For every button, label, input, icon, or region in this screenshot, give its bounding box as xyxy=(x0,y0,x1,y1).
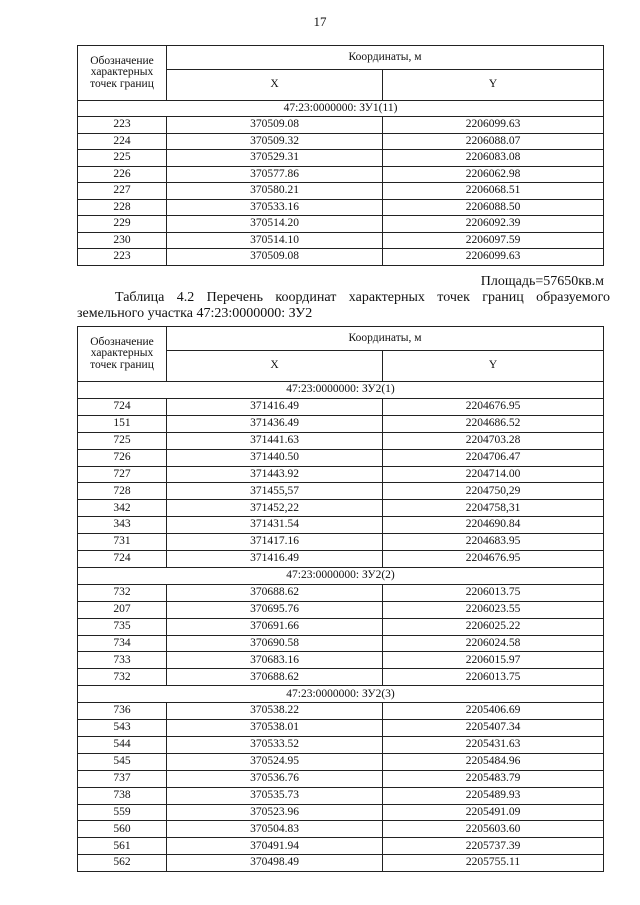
table-row xyxy=(78,117,604,134)
coordinate-y: 2205431.63 xyxy=(383,737,604,754)
coordinate-x: 371452,22 xyxy=(167,500,383,517)
coordinate-y: 2206013.75 xyxy=(383,584,604,601)
coordinate-x: 370538.22 xyxy=(167,703,383,720)
coordinate-y: 2206062.98 xyxy=(383,166,604,183)
coordinate-x: 371455,57 xyxy=(167,483,383,500)
coordinate-y: 2206099.63 xyxy=(383,117,604,134)
point-number: 733 xyxy=(78,652,167,669)
table-row xyxy=(78,804,604,821)
table-row xyxy=(78,500,604,517)
table-row xyxy=(78,166,604,183)
coordinate-x: 371441.63 xyxy=(167,432,383,449)
coordinates-table-zu2 xyxy=(77,326,604,872)
header-point-label: Обозначение характерных точек границ xyxy=(78,327,167,382)
point-number: 736 xyxy=(78,703,167,720)
point-number: 544 xyxy=(78,737,167,754)
coordinate-y: 2205483.79 xyxy=(383,770,604,787)
point-number: 561 xyxy=(78,838,167,855)
point-number: 229 xyxy=(78,216,167,233)
coordinate-x: 370688.62 xyxy=(167,584,383,601)
coordinate-y: 2206088.50 xyxy=(383,199,604,216)
coordinates-table-zu1 xyxy=(77,45,604,266)
coordinate-y: 2204676.95 xyxy=(383,399,604,416)
table-row xyxy=(78,703,604,720)
coordinate-x: 370504.83 xyxy=(167,821,383,838)
coordinate-x: 370690.58 xyxy=(167,635,383,652)
coordinate-y: 2205406.69 xyxy=(383,703,604,720)
table-row xyxy=(78,133,604,150)
table-row xyxy=(78,855,604,872)
table-row xyxy=(78,517,604,534)
header-row xyxy=(78,327,604,351)
coordinate-x: 370577.86 xyxy=(167,166,383,183)
point-number: 724 xyxy=(78,399,167,416)
section-row xyxy=(78,382,604,399)
coordinate-x: 370533.52 xyxy=(167,737,383,754)
coordinate-y: 2206088.07 xyxy=(383,133,604,150)
coordinate-y: 2205489.93 xyxy=(383,787,604,804)
table-row xyxy=(78,838,604,855)
table-row xyxy=(78,249,604,266)
coordinate-y: 2205484.96 xyxy=(383,753,604,770)
point-number: 545 xyxy=(78,753,167,770)
table-row xyxy=(78,787,604,804)
table-row xyxy=(78,584,604,601)
coordinate-x: 370514.10 xyxy=(167,232,383,249)
table-row xyxy=(78,821,604,838)
coordinate-y: 2206092.39 xyxy=(383,216,604,233)
point-number: 726 xyxy=(78,449,167,466)
section-row xyxy=(78,567,604,584)
header-y: Y xyxy=(383,351,604,382)
point-number: 226 xyxy=(78,166,167,183)
coordinate-x: 371417.16 xyxy=(167,534,383,551)
section-title: 47:23:0000000: ЗУ2(1) xyxy=(78,382,604,399)
coordinate-x: 370538.01 xyxy=(167,720,383,737)
header-point-label: Обозначение характерных точек границ xyxy=(78,46,167,101)
coordinate-x: 370533.16 xyxy=(167,199,383,216)
table-row xyxy=(78,483,604,500)
coordinate-y: 2204686.52 xyxy=(383,415,604,432)
point-number: 735 xyxy=(78,618,167,635)
table-row xyxy=(78,669,604,686)
coordinate-y: 2206015.97 xyxy=(383,652,604,669)
coordinate-x: 370498.49 xyxy=(167,855,383,872)
coordinate-x: 370688.62 xyxy=(167,669,383,686)
coordinate-y: 2206013.75 xyxy=(383,669,604,686)
point-number: 227 xyxy=(78,183,167,200)
table-row xyxy=(78,753,604,770)
coordinate-y: 2205603.60 xyxy=(383,821,604,838)
coordinate-x: 371440.50 xyxy=(167,449,383,466)
point-number: 738 xyxy=(78,787,167,804)
coordinate-x: 370695.76 xyxy=(167,601,383,618)
section-title: 47:23:0000000: ЗУ2(2) xyxy=(78,567,604,584)
area-total: Площадь=57650кв.м xyxy=(480,274,604,289)
point-number: 725 xyxy=(78,432,167,449)
point-number: 223 xyxy=(78,249,167,266)
coordinate-y: 2206097.59 xyxy=(383,232,604,249)
coordinate-x: 370523.96 xyxy=(167,804,383,821)
point-number: 543 xyxy=(78,720,167,737)
point-number: 737 xyxy=(78,770,167,787)
table-row xyxy=(78,399,604,416)
coordinate-y: 2204750,29 xyxy=(383,483,604,500)
coordinate-x: 370535.73 xyxy=(167,787,383,804)
point-number: 732 xyxy=(78,584,167,601)
point-number: 724 xyxy=(78,551,167,568)
table-row xyxy=(78,618,604,635)
point-number: 734 xyxy=(78,635,167,652)
table-row xyxy=(78,432,604,449)
coordinate-x: 370691.66 xyxy=(167,618,383,635)
point-number: 560 xyxy=(78,821,167,838)
point-number: 343 xyxy=(78,517,167,534)
table-row xyxy=(78,601,604,618)
table-row xyxy=(78,449,604,466)
point-number: 207 xyxy=(78,601,167,618)
table-row xyxy=(78,199,604,216)
header-coordinates: Координаты, м xyxy=(167,327,604,351)
coordinate-x: 370509.32 xyxy=(167,133,383,150)
table-row xyxy=(78,150,604,167)
point-number: 151 xyxy=(78,415,167,432)
table-row xyxy=(78,216,604,233)
coordinate-y: 2206083.08 xyxy=(383,150,604,167)
coordinate-y: 2206023.55 xyxy=(383,601,604,618)
coordinate-x: 370491.94 xyxy=(167,838,383,855)
coordinate-y: 2206025.22 xyxy=(383,618,604,635)
point-number: 732 xyxy=(78,669,167,686)
coordinate-x: 370514.20 xyxy=(167,216,383,233)
table-row xyxy=(78,635,604,652)
coordinate-y: 2204758,31 xyxy=(383,500,604,517)
coordinate-x: 371416.49 xyxy=(167,399,383,416)
coordinate-y: 2204690.84 xyxy=(383,517,604,534)
coordinate-y: 2206024.58 xyxy=(383,635,604,652)
table-row xyxy=(78,534,604,551)
coordinate-x: 370683.16 xyxy=(167,652,383,669)
point-number: 225 xyxy=(78,150,167,167)
table-row xyxy=(78,466,604,483)
table-body-zu1 xyxy=(78,46,604,266)
coordinate-y: 2204703.28 xyxy=(383,432,604,449)
point-number: 562 xyxy=(78,855,167,872)
table-row xyxy=(78,737,604,754)
coordinate-y: 2205755.11 xyxy=(383,855,604,872)
coordinate-y: 2205491.09 xyxy=(383,804,604,821)
table-row xyxy=(78,652,604,669)
table-row xyxy=(78,720,604,737)
section-row xyxy=(78,686,604,703)
coordinate-y: 2205737.39 xyxy=(383,838,604,855)
coordinate-x: 371416.49 xyxy=(167,551,383,568)
header-y: Y xyxy=(383,70,604,101)
coordinate-y: 2206068.51 xyxy=(383,183,604,200)
coordinate-y: 2204706.47 xyxy=(383,449,604,466)
table-body-zu2 xyxy=(78,327,604,872)
coordinate-y: 2206099.63 xyxy=(383,249,604,266)
coordinate-x: 370580.21 xyxy=(167,183,383,200)
section-row xyxy=(78,101,604,117)
coordinate-x: 370509.08 xyxy=(167,249,383,266)
coordinate-x: 370509.08 xyxy=(167,117,383,134)
coordinate-y: 2204683.95 xyxy=(383,534,604,551)
table-row xyxy=(78,551,604,568)
coordinate-x: 370524.95 xyxy=(167,753,383,770)
coordinate-y: 2204714.00 xyxy=(383,466,604,483)
table-row xyxy=(78,415,604,432)
coordinate-x: 370529.31 xyxy=(167,150,383,167)
point-number: 559 xyxy=(78,804,167,821)
point-number: 230 xyxy=(78,232,167,249)
header-x: X xyxy=(167,351,383,382)
coordinate-x: 370536.76 xyxy=(167,770,383,787)
point-number: 228 xyxy=(78,199,167,216)
header-coordinates: Координаты, м xyxy=(167,46,604,70)
page-number: 17 xyxy=(313,14,327,29)
header-x: X xyxy=(167,70,383,101)
coordinate-y: 2204676.95 xyxy=(383,551,604,568)
coordinate-x: 371443.92 xyxy=(167,466,383,483)
coordinate-y: 2205407.34 xyxy=(383,720,604,737)
section-title: 47:23:0000000: ЗУ2(3) xyxy=(78,686,604,703)
table-row xyxy=(78,183,604,200)
table-row xyxy=(78,770,604,787)
header-row xyxy=(78,46,604,70)
point-number: 731 xyxy=(78,534,167,551)
point-number: 728 xyxy=(78,483,167,500)
table-caption: Таблица 4.2 Перечень координат характерных точек границ образуемого земельного участка 47:23:0000000: ЗУ2 xyxy=(77,290,610,321)
point-number: 342 xyxy=(78,500,167,517)
point-number: 224 xyxy=(78,133,167,150)
table-row xyxy=(78,232,604,249)
coordinate-x: 371431.54 xyxy=(167,517,383,534)
coordinate-x: 371436.49 xyxy=(167,415,383,432)
section-title: 47:23:0000000: ЗУ1(11) xyxy=(78,101,604,117)
point-number: 223 xyxy=(78,117,167,134)
point-number: 727 xyxy=(78,466,167,483)
